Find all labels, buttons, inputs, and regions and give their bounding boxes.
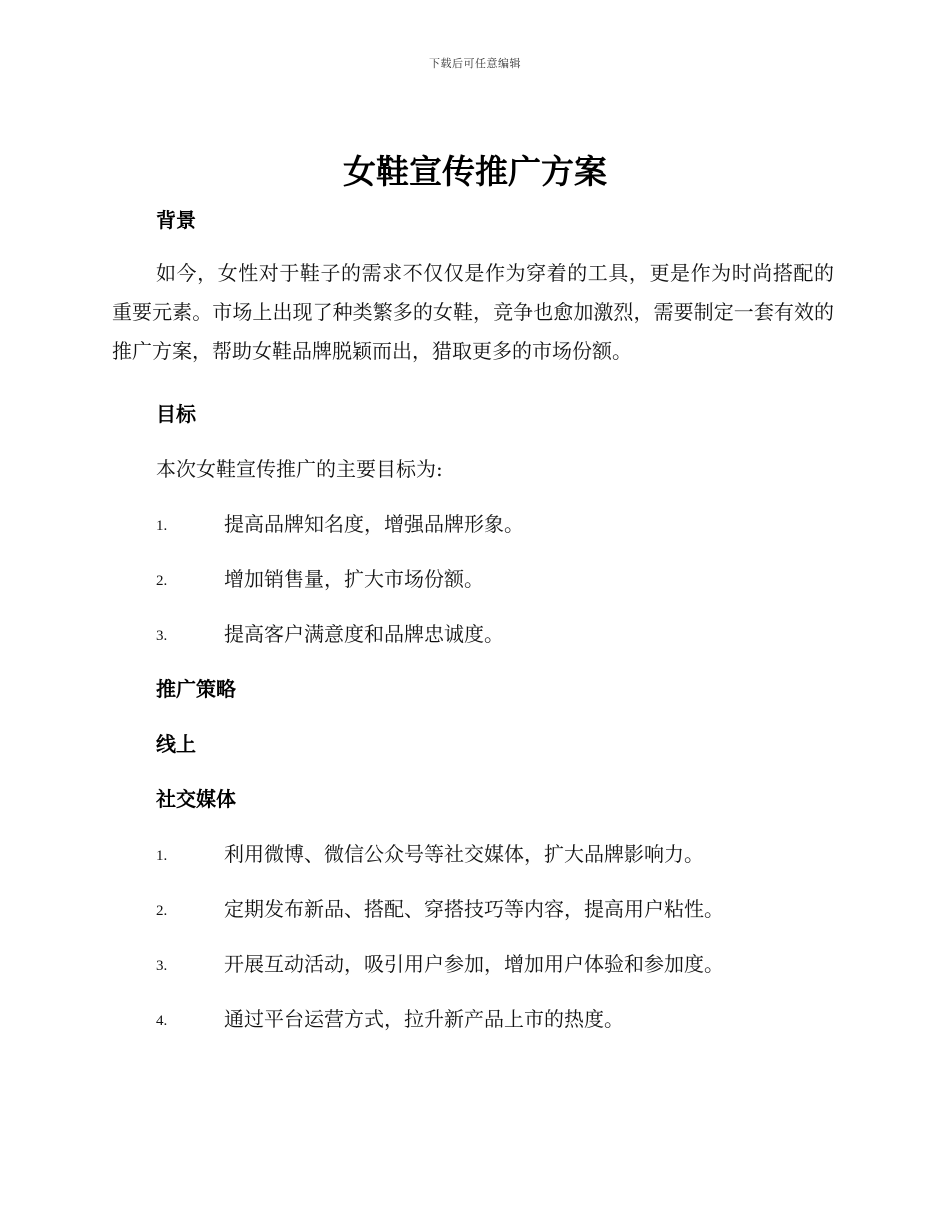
strategy-list-item: [156, 895, 856, 923]
list-text: 利用微博、微信公众号等社交媒体，扩大品牌影响力。: [224, 842, 704, 866]
goals-list-item: [156, 510, 856, 538]
online-heading: 线上: [156, 732, 196, 756]
goals-heading: 目标: [156, 402, 196, 426]
list-text: 提高品牌知名度，增强品牌形象。: [224, 512, 524, 536]
list-number: 2.: [156, 573, 168, 589]
goals-list-item: [156, 565, 856, 593]
list-text: 开展互动活动，吸引用户参加，增加用户体验和参加度。: [224, 952, 724, 976]
list-number: 2.: [156, 903, 168, 919]
strategy-list-item: [156, 950, 856, 978]
background-heading: 背景: [156, 208, 196, 232]
list-number: 3.: [156, 628, 168, 644]
document-title: 女鞋宣传推广方案: [343, 152, 607, 191]
header-note: 下载后可任意编辑: [429, 57, 521, 70]
list-number: 3.: [156, 958, 168, 974]
list-text: 提高客户满意度和品牌忠诚度。: [224, 622, 504, 646]
strategy-list-item: [156, 1005, 856, 1033]
social-media-heading: 社交媒体: [156, 787, 236, 811]
list-number: 4.: [156, 1013, 168, 1029]
background-paragraph: 如今，女性对于鞋子的需求不仅仅是作为穿着的工具，更是作为时尚搭配的重要元素。市场上出现了种类繁多的女鞋，竞争也愈加激烈，需要制定一套有效的推广方案，帮助女鞋品牌脱颖而出，猎取更多的市场份额。: [112, 261, 834, 363]
strategy-heading: 推广策略: [156, 677, 236, 701]
list-text: 定期发布新品、搭配、穿搭技巧等内容，提高用户粘性。: [224, 897, 724, 921]
list-text: 增加销售量，扩大市场份额。: [224, 567, 484, 591]
list-number: 1.: [156, 848, 168, 864]
list-text: 通过平台运营方式，拉升新产品上市的热度。: [224, 1007, 624, 1031]
goals-intro: 本次女鞋宣传推广的主要目标为:: [156, 457, 443, 481]
strategy-list-item: [156, 840, 856, 868]
list-number: 1.: [156, 518, 168, 534]
goals-list-item: [156, 620, 856, 648]
